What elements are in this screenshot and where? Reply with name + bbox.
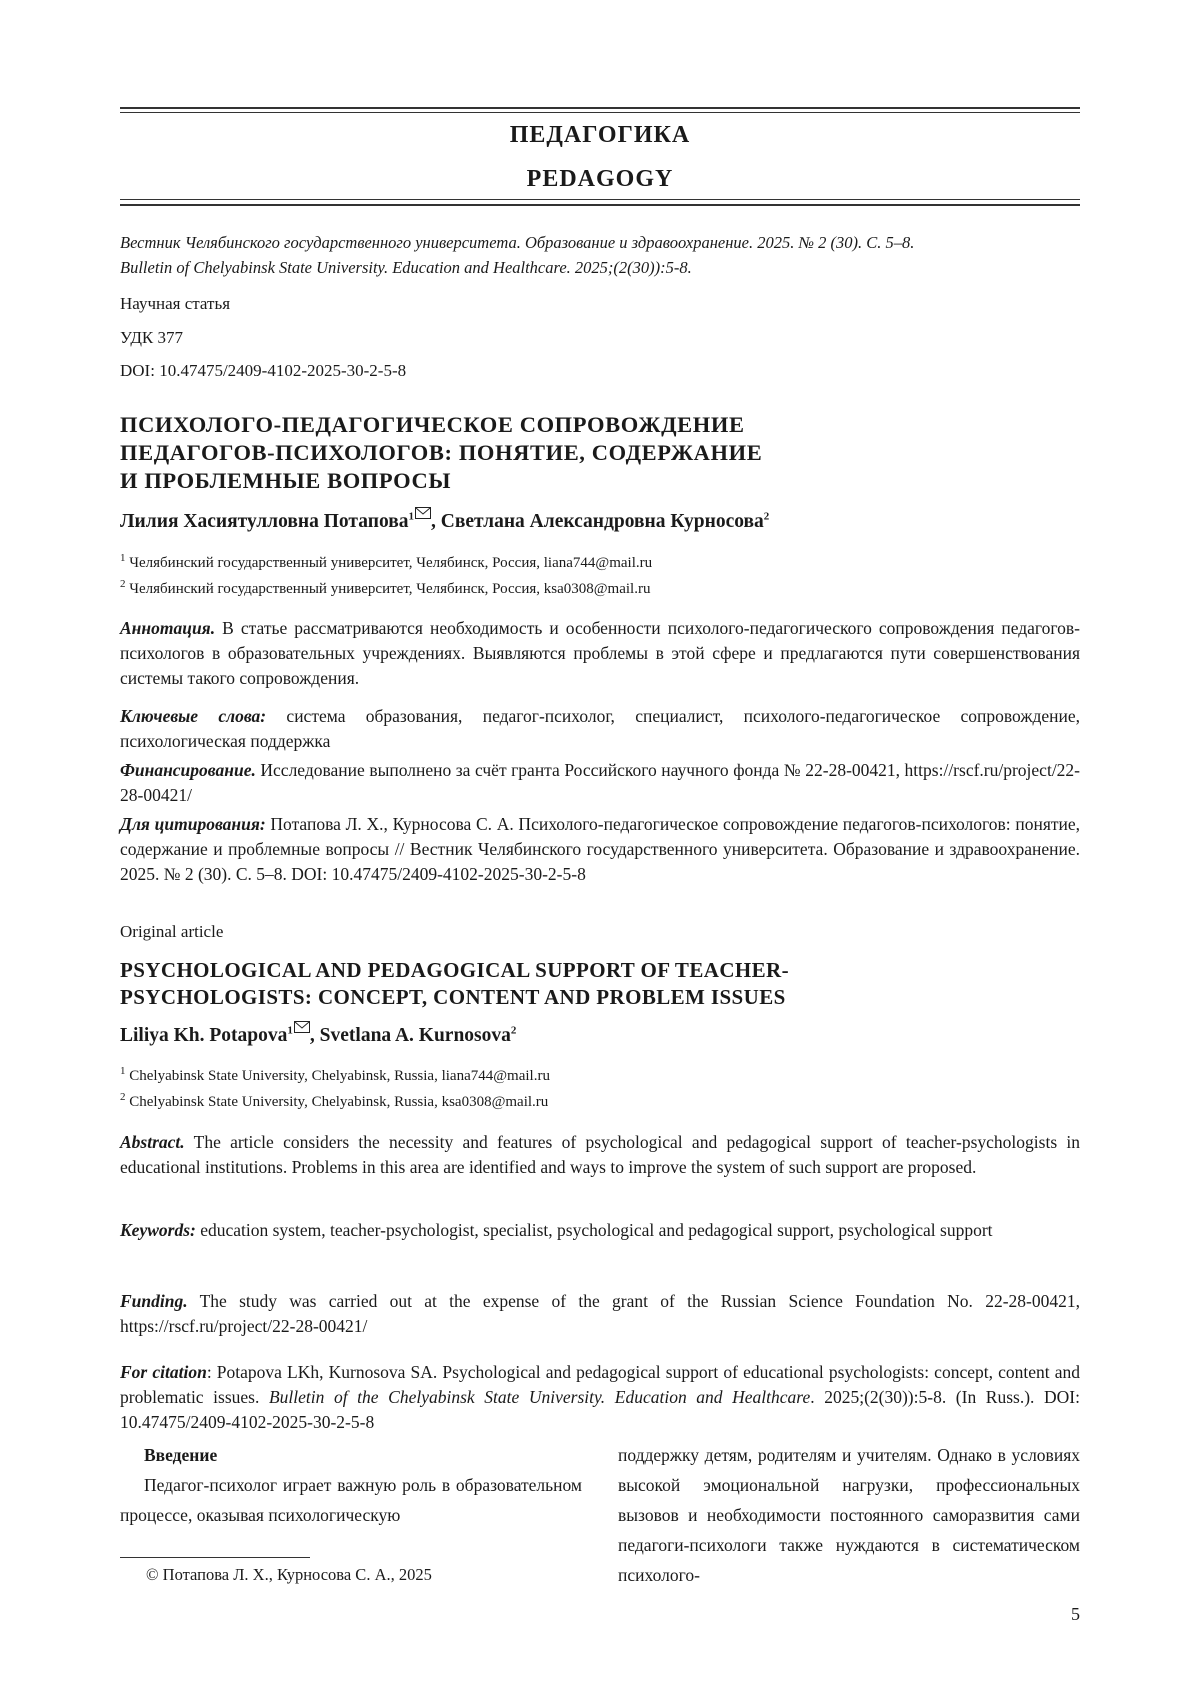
abstract-en-text: The article considers the necessity and features of psychological and pedagogical support of teacher-psychologists in educational institutions. Problems in this area are identified and ways to improve the system of such support are proposed. xyxy=(120,1132,1080,1177)
author1-en-sup: 1 xyxy=(287,1024,293,1037)
funding-en-label: Funding. xyxy=(120,1291,188,1311)
author2-en: , Svetlana A. Kurnosova xyxy=(309,1025,511,1046)
aff-ru-1-num: 1 xyxy=(120,552,126,564)
title-en-line-1: PSYCHOLOGICAL AND PEDAGOGICAL SUPPORT OF TEACHER- xyxy=(120,958,789,982)
keywords-en-label: Keywords: xyxy=(120,1220,196,1240)
header-rule-top xyxy=(120,107,1080,109)
keywords-ru xyxy=(120,704,1080,754)
aff-ru-2-num: 2 xyxy=(120,578,126,590)
citation-en xyxy=(120,1360,1080,1435)
abstract-en-label: Abstract. xyxy=(120,1132,185,1152)
udc: УДК 377 xyxy=(120,328,184,347)
body-column-left xyxy=(120,1440,582,1530)
title-en-line-2: PSYCHOLOGISTS: CONCEPT, CONTENT AND PROBLEM ISSUES xyxy=(120,985,786,1009)
citation-en-text: : Potapova LKh, Kurnosova SA. Psychological and pedagogical support of educational psychologists: concept, content and problematic issues. xyxy=(120,1362,1080,1407)
keywords-en xyxy=(120,1218,1080,1243)
citation-en-journal: Bulletin of the Chelyabinsk State University. Education and Healthcare xyxy=(268,1387,811,1407)
citation-en-tail: . 2025;(2(30)):5-8. (In Russ.). DOI: 10.47475/2409-4102-2025-30-2-5-8 xyxy=(120,1387,1080,1432)
section-title-ru: ПЕДАГОГИКА xyxy=(509,122,691,148)
header-rule-top-thin xyxy=(120,112,1080,113)
envelope-icon xyxy=(294,1021,310,1033)
funding-ru-label: Финансирование. xyxy=(120,760,256,780)
funding-ru xyxy=(120,758,1080,808)
doi: DOI: 10.47475/2409-4102-2025-30-2-5-8 xyxy=(120,361,407,380)
footnote-rule xyxy=(120,1557,310,1558)
funding-en-text: The study was carried out at the expense of the grant of the Russian Science Foundation No. 22-28-00421, https://rscf.ru/project/22-28-00421/ xyxy=(120,1291,1080,1336)
aff-en-2-text: Chelyabinsk State University, Chelyabinsk, Russia, ksa0308@mail.ru xyxy=(129,1094,549,1110)
author1-en: Liliya Kh. Potapova xyxy=(120,1025,288,1046)
authors-ru xyxy=(120,511,1080,533)
authors-en xyxy=(120,1025,1080,1047)
author2-ru-sup: 2 xyxy=(763,510,770,523)
keywords-en-text: education system, teacher-psychologist, specialist, psychological and pedagogical support, psychological support xyxy=(200,1220,993,1240)
title-ru-line-2: ПЕДАГОГОВ-ПСИХОЛОГОВ: ПОНЯТИЕ, СОДЕРЖАНИЕ xyxy=(120,440,763,465)
header-rule-bottom xyxy=(120,204,1080,206)
aff-en-1-num: 1 xyxy=(120,1065,126,1077)
citation-ru xyxy=(120,812,1080,887)
affiliation-ru-1 xyxy=(120,550,1080,576)
funding-en xyxy=(120,1289,1080,1339)
citation-en-label: For citation xyxy=(120,1362,207,1382)
journal-reference-en: Bulletin of Chelyabinsk State University. Education and Healthcare. 2025;(2(30)):5-8. xyxy=(120,258,692,277)
abstract-ru-text: В статье рассматриваются необходимость и особенности психолого-педагогического сопровождения педагогов-психологов в образовательных учреждениях. Выявляются проблемы в этой сфере и предлагаются пути совершенствования системы такого сопровождения. xyxy=(120,618,1080,688)
keywords-ru-text: система образования, педагог-психолог, специалист, психолого-педагогическое сопровождение, психологическая поддержка xyxy=(120,706,1080,751)
aff-ru-2-text: Челябинский государственный университет, Челябинск, Россия, ksa0308@mail.ru xyxy=(129,581,651,597)
intro-text-col1: Педагог-психолог играет важную роль в образовательном процессе, оказывая психологическую xyxy=(120,1475,582,1525)
citation-ru-label: Для цитирования: xyxy=(120,814,266,834)
author1-ru-sup: 1 xyxy=(408,510,415,523)
journal-reference-ru: Вестник Челябинского государственного университета. Образование и здравоохранение. 2025. № 2 (30). С. 5–8. xyxy=(120,233,915,252)
title-ru-line-3: И ПРОБЛЕМНЫЕ ВОПРОСЫ xyxy=(120,468,452,493)
title-ru xyxy=(120,411,1080,495)
article-type-ru: Научная статья xyxy=(120,294,231,313)
abstract-ru xyxy=(120,616,1080,691)
aff-en-1-text: Chelyabinsk State University, Chelyabinsk, Russia, liana744@mail.ru xyxy=(129,1068,550,1084)
author2-en-sup: 2 xyxy=(510,1024,517,1037)
affiliations-ru xyxy=(120,550,1080,602)
body-column-right xyxy=(618,1440,1080,1590)
aff-ru-1-text: Челябинский государственный университет, Челябинск, Россия, liana744@mail.ru xyxy=(129,555,653,571)
affiliation-ru-2 xyxy=(120,576,1080,602)
envelope-icon xyxy=(415,507,431,519)
funding-ru-text: Исследование выполнено за счёт гранта Российского научного фонда № 22-28-00421, https://rscf.ru/project/22-28-00421/ xyxy=(120,760,1081,805)
keywords-ru-label: Ключевые слова: xyxy=(120,706,267,726)
copyright: © Потапова Л. Х., Курносова С. А., 2025 xyxy=(146,1565,432,1584)
article-type-en: Original article xyxy=(120,922,224,941)
affiliation-en-2 xyxy=(120,1089,1080,1115)
page-number: 5 xyxy=(1071,1604,1080,1624)
intro-text-col2: поддержку детям, родителям и учителям. Однако в условиях высокой эмоциональной нагрузки, профессиональных вызовов и необходимости постоянного саморазвития сами педагоги-психологи также нуждаются в систематическом психолого- xyxy=(618,1445,1080,1585)
intro-heading: Введение xyxy=(144,1445,218,1465)
aff-en-2-num: 2 xyxy=(120,1091,126,1103)
header-rule-bottom-thin xyxy=(120,199,1080,200)
title-ru-line-1: ПСИХОЛОГО-ПЕДАГОГИЧЕСКОЕ СОПРОВОЖДЕНИЕ xyxy=(120,412,745,437)
citation-ru-text: Потапова Л. Х., Курносова С. А. Психолого-педагогическое сопровождение педагогов-психологов: понятие, содержание и проблемные вопросы // Вестник Челябинского государственного университета. Образование и здравоохранение. 2025. № 2 (30). С. 5–8. DOI: 10.47475/2409-4102-2025-30-2-5-8 xyxy=(120,814,1081,884)
author1-ru: Лилия Хасиятулловна Потапова xyxy=(120,511,409,532)
affiliation-en-1 xyxy=(120,1063,1080,1089)
abstract-ru-label: Аннотация. xyxy=(120,618,216,638)
section-title-en: PEDAGOGY xyxy=(526,166,674,192)
title-en xyxy=(120,957,1080,1011)
abstract-en xyxy=(120,1130,1080,1180)
affiliations-en xyxy=(120,1063,1080,1115)
journal-reference xyxy=(120,230,1080,280)
author2-ru: , Светлана Александровна Курносова xyxy=(431,511,764,532)
